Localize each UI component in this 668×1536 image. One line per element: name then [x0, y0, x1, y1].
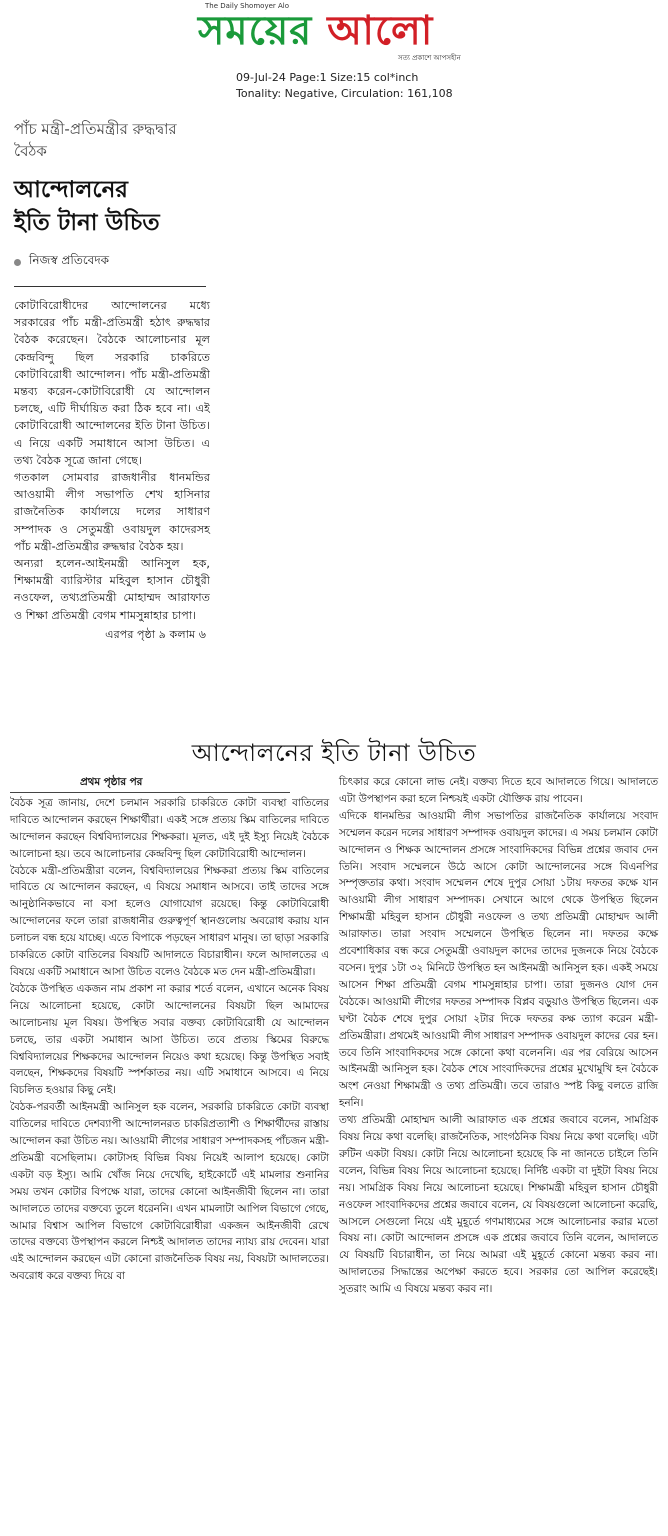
jump-line: এরপর পৃষ্ঠা ৯ কলাম ৬ [105, 627, 206, 641]
article-paragraph: এদিকে ধানমন্ডির আওয়ামী লীগ সভাপতির রাজনৈতিক কার্যালয়ে সংবাদ সম্মেলন করেন দলের সাধারণ সম্পাদক ওবায়দুল কাদের। এ সময় চলমান কোটা আন্দোলন ও শিক্ষক আন্দোলন প্রসঙ্গে সাংবাদিকদের বিভিন্ন প্রশ্নের জবাব দেন তিনি। সংবাদ সম্মেলনে উঠে আসে কোটা আন্দোলনের সঙ্গে বিএনপির সম্পৃক্ততার কথা। সংবাদ সম্মেলন শেষে দুপুর সোয়া ১টায় দফতর কক্ষে যান আওয়ামী লীগ সাধারণ সম্পাদক। সেখানে আগে থেকে উপস্থিত ছিলেন শিক্ষামন্ত্রী মহিবুল হাসান চৌধুরী নওফেল ও তথ্য প্রতিমন্ত্রী মোহাম্মদ আলী আরাফাত। তারা সংবাদ সম্মেলনে উপস্থিত ছিলেন না। দফতর কক্ষে প্রবেশাধিকার বন্ধ করে সেতুমন্ত্রী ওবায়দুল কাদের তাদের দুজনকে নিয়ে বৈঠকে বসেন। দুপুর ১টা ৩২ মিনিটে উপস্থিত হন আইনমন্ত্রী আনিসুল হক। একই সময়ে আসেন শিক্ষা প্রতিমন্ত্রী বেগম শামসুন্নাহার চাপা। তারা দুজনও যোগ দেন বৈঠকে। আওয়ামী লীগের দফতর সম্পাদক বিপ্লব বড়ুয়াও উপস্থিত ছিলেন। এক ঘণ্টা বৈঠক শেষে দুপুর সোয়া ২টার দিকে দফতর কক্ষ ত্যাগ করেন মন্ত্রী-প্রতিমন্ত্রীরা। প্রথমেই আওয়ামী লীগ সাধারণ সম্পাদক ওবায়দুল কাদের বের হন। তবে তিনি সাংবাদিকদের সঙ্গে কোনো কথা বলেননি। এর পর বেরিয়ে আসেন আইনমন্ত্রী আনিসুল হক। বৈঠক শেষে সাংবাদিকদের প্রশ্নের মুখোমুখি হন বৈঠকে অংশ নেওয়া শিক্ষামন্ত্রী ও তথ্য প্রতিমন্ত্রী। তবে তারাও স্পষ্ট কিছু বলতে রাজি হননি। [339, 809, 658, 1110]
article-kicker: পাঁচ মন্ত্রী-প্রতিমন্ত্রীর রুদ্ধদ্বার বৈঠক [14, 120, 177, 160]
article-paragraph: বৈঠক সূত্র জানায়, দেশে চলমান সরকারি চাকরিতে কোটা ব্যবস্থা বাতিলের দাবিতে আন্দোলন করছেন শিক্ষার্থীরা। একই সঙ্গে প্রত্যয় স্কিম বাতিলের দাবিতে আন্দোলন করছেন বিশ্ববিদ্যালয়ের শিক্ষকরা। মূলত, এই দুই ইস্যু নিয়েই বৈঠকে আলোচনা হয়। তবে আলোচনার কেন্দ্রবিন্দু ছিল কোটাবিরোধী আন্দোলন। [10, 796, 329, 860]
article-body [14, 297, 210, 624]
continuation-headline: আন্দোলনের ইতি টানা উচিত [191, 739, 477, 767]
article-paragraph: চিৎকার করে কোনো লাভ নেই। বক্তব্য দিতে হবে আদালতে গিয়ে। আদালতে এটা উপস্থাপন করা হলে নিশ্চয়ই একটা যৌক্তিক রায় পাবেন। [339, 776, 658, 805]
headline-line2: ইতি টানা উচিত [14, 210, 160, 236]
article-paragraph: তথ্য প্রতিমন্ত্রী মোহাম্মদ আলী আরাফাত এক প্রশ্নের জবাবে বলেন, সামগ্রিক বিষয় নিয়ে কথা বলেছি। রাজনৈতিক, সাংগঠনিক বিষয় নিয়ে কথা বলেছি। এটা রুটিন একটা বিষয়। কোটা নিয়ে আলোচনা হয়েছে কি না জানতে চাইলে তিনি বলেন, বিভিন্ন বিষয় নিয়ে আলোচনা হয়েছে। নির্দিষ্ট একটা বা দুইটা বিষয় নিয়ে নয়। সামগ্রিক বিষয় নিয়ে আলোচনা হয়েছে। শিক্ষামন্ত্রী মহিবুল হাসান চৌধুরী নওফেল সাংবাদিকদের প্রশ্নের জবাবে বলেন, যে বিষয়গুলো আলোচনা করেছি, আসলে সেগুলো নিয়ে এই মুহূর্তে গণমাধ্যমের সঙ্গে আলোচনার করার মতো বিষয় না। কোটা আন্দোলন প্রসঙ্গে এক প্রশ্নের জবাবে তিনি বলেন, আদালতে যে বিষয়টি বিচারাধীন, তা নিয়ে আমরা এই মুহূর্তে কোনো মন্তব্য করব না। আদালতের সিদ্ধান্তের অপেক্ষা করতে হবে। সরকার তো আপিল করেছেই। সুতরাং আমি এ বিষয়ে মন্তব্য করব না। [339, 1114, 658, 1296]
divider [14, 286, 206, 287]
continued-from-label: প্রথম পৃষ্ঠার পর [80, 776, 143, 788]
masthead-logo-part1: সময়ের [198, 8, 313, 54]
front-page-article [14, 118, 210, 643]
column-right [339, 774, 658, 1298]
masthead-logo [198, 8, 433, 54]
byline [14, 252, 210, 272]
bullet-icon [14, 259, 21, 266]
article-paragraph: কোটাবিরোধীদের আন্দোলনের মধ্যে সরকারের পাঁচ মন্ত্রী-প্রতিমন্ত্রী হঠাৎ রুদ্ধদ্বার বৈঠক করেছেন। বৈঠকে আলোচনার মূল কেন্দ্রবিন্দু ছিল সরকারি চাকরিতে কোটাবিরোধী আন্দোলন। পাঁচ মন্ত্রী-প্রতিমন্ত্রী মন্তব্য করেন-কোটাবিরোধী যে আন্দোলন চলছে, এটি দীর্ঘায়িত করা ঠিক হবে না। এই কোটাবিরোধী আন্দোলনের ইতি টানা উচিত। এ নিয়ে একটি সমাধানে আসা উচিত। এ তথ্য বৈঠক সূত্রে জানা গেছে। [14, 299, 210, 467]
byline-text: নিজস্ব প্রতিবেদক [29, 253, 110, 267]
masthead [0, 0, 668, 70]
headline-line1: আন্দোলনের [14, 177, 128, 203]
article-paragraph: অন্যরা হলেন-আইনমন্ত্রী আনিসুল হক, শিক্ষামন্ত্রী ব্যারিস্টার মহিবুল হাসান চৌধুরী নওফেল, তথ্যপ্রতিমন্ত্রী মোহাম্মদ আরাফাত ও শিক্ষা প্রতিমন্ত্রী বেগম শামসুন্নাহার চাপা। [14, 557, 210, 622]
masthead-logo-part2: আলো [327, 8, 434, 54]
column-left [10, 774, 329, 1298]
article-paragraph: গতকাল সোমবার রাজধানীর ধানমন্ডির আওয়ামী লীগ সভাপতি শেখ হাসিনার রাজনৈতিক কার্যালয়ে দলের সাধারণ সম্পাদক ও সেতুমন্ত্রী ওবায়দুল কাদেরসহ পাঁচ মন্ত্রী-প্রতিমন্ত্রীর রুদ্ধদ্বার বৈঠক হয়। [14, 471, 210, 553]
masthead-english-name: The Daily Shomoyer Alo [205, 2, 290, 10]
article-headline [14, 174, 210, 240]
article-paragraph: বৈঠকে মন্ত্রী-প্রতিমন্ত্রীরা বলেন, বিশ্ববিদ্যালয়ের শিক্ষকরা প্রত্যয় স্কিম বাতিলের দাবিতে যে আন্দোলন করছেন, এ বিষয়ে সমাধান আসবে। তাই তাদের সঙ্গে আনুষ্ঠানিকভাবে না বসা হলেও যোগাযোগ রয়েছে। কিন্তু কোটাবিরোধী আন্দোলনের ফলে তারা রাজধানীর গুরুত্বপূর্ণ স্থানগুলোয় অবরোধ করায় যান চলাচল বন্ধ হয়ে যাচ্ছে। এতে বিপাকে পড়ছেন সাধারণ মানুষ। তা ছাড়া সরকারি চাকরিতে কোটা বাতিলের বিষয়টি আদালতে বিচারাধীন। ফলে আদালতের এ বিষয়ে একটি সমাধানে আসা উচিত বলেও বৈঠকে মত দেন মন্ত্রী-প্রতিমন্ত্রীরা। [10, 864, 329, 978]
article-paragraph: বৈঠকে উপস্থিত একজন নাম প্রকাশ না করার শর্তে বলেন, এখানে অনেক বিষয় নিয়ে আলোচনা হয়েছে, কোটা আন্দোলনের বিষয়টা ছিল আমাদের আলোচনায় মূল বিষয়। উপস্থিত সবার বক্তব্য কোটাবিরোধী যে আন্দোলন চলছে, তার একটা সমাধান আসা উচিত। তবে প্রত্যয় স্কিমের বিরুদ্ধে বিশ্ববিদ্যালয়ের শিক্ষকদের আন্দোলন নিয়েও কথা হয়েছে। কিন্তু উপস্থিত সবাই বলছেন, শিক্ষকদের বিষয়টি স্পর্শকাতর নয়। এটি সমাধানে আসবে। এ নিয়ে বিচলিত হওয়ার কিছু নেই। [10, 982, 329, 1097]
clipping-meta-line2: Tonality: Negative, Circulation: 161,108 [236, 87, 453, 100]
clipping-meta-line1: 09-Jul-24 Page:1 Size:15 col*inch [236, 71, 419, 84]
article-paragraph: বৈঠক-পরবর্তী আইনমন্ত্রী আনিসুল হক বলেন, সরকারি চাকরিতে কোটা ব্যবস্থা বাতিলের দাবিতে দেশব্যাপী আন্দোলনরত চাকরিপ্রত্যাশী ও শিক্ষার্থীদের রাস্তায় আন্দোলন করা উচিত নয়। আওয়ামী লীগের সাধারণ সম্পাদকসহ পাঁচজন মন্ত্রী-প্রতিমন্ত্রী বসেছিলাম। কোটাসহ বিভিন্ন বিষয় নিয়েই আলাপ হয়েছে। কোটা একটা বড় ইস্যু। আমি খোঁজ নিয়ে দেখেছি, হাইকোর্টে এই মামলার শুনানির সময় তখন কোটার বিপক্ষে যারা, তাদের কোনো আইনজীবী ছিলেন না। তারা আদালতে তাদের বক্তব্যে তুলে ধরেননি। এখন মামলাটা আপিল বিভাগে গেছে, আমার বিশ্বাস আপিল বিভাগে কোটাবিরোধীরা একজন আইনজীবী রেখে তাদের বক্তব্যে উপস্থাপন করলে নিশ্চই আদালত তাদের ন্যায্য রায় দেবেন। যারা এই আন্দোলন করছেন এটা কোনো রাজনৈতিক বিষয় নয়, বিষয়টা আদালতের। অবরোধ করে বক্তব্য দিয়ে বা [10, 1101, 329, 1283]
divider [10, 792, 290, 793]
masthead-tagline: সত্য প্রকাশে আপসহীন [398, 54, 461, 62]
continuation-columns [10, 774, 658, 1298]
clipping-metadata [236, 70, 453, 102]
continuation-article [10, 734, 658, 1296]
